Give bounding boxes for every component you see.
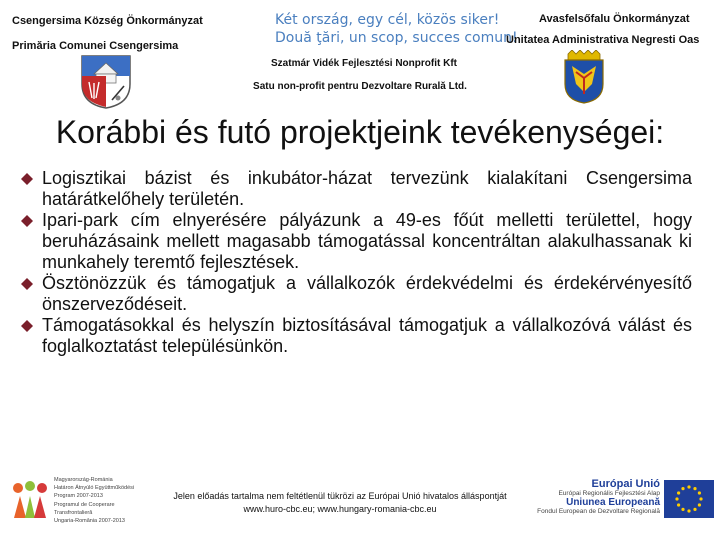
disclaimer-text: Jelen előadás tartalma nem feltétlenül tükrözi az Európai Unió hivatalos álláspontját (173, 491, 507, 501)
organization-name-ro: Satu non-profit pentru Dezvoltare Rurală Ltd. (253, 81, 467, 92)
slogan-hu: Két ország, egy cél, közös siker! (275, 12, 500, 28)
bullet-list (20, 168, 692, 357)
municipality-name-hu-right: Avasfelsőfalu Önkormányzat (539, 13, 690, 25)
bullet-text: Logisztikai bázist és inkubátor-házat tervezünk kialakítani Csengersima határátkelőhely területén. (42, 168, 692, 209)
eu-flag-icon (664, 480, 714, 518)
diamond-bullet-icon (21, 320, 33, 332)
municipality-name-hu-left: Csengersima Község Önkormányzat (12, 15, 203, 27)
bullet-item (20, 273, 692, 315)
footer-disclaimer (140, 490, 540, 516)
eu-funding-text: Európai Unió Európai Regionális Fejlesztési Alap Uniunea Europeană Fondul European de Dezvoltare Regională (537, 478, 660, 515)
huro-program-text: Magyarország-Románia Határon Átnyúló Együttműködési Program 2007-2013 Programul de Cooperare Transfrontalieră Ungaria-România 2007-2013 (54, 477, 135, 525)
organization-name-hu: Szatmár Vidék Fejlesztési Nonprofit Kft (271, 58, 457, 69)
bullet-text: Ösztönözzük és támogatjuk a vállalkozók érdekvédelmi és érdekérvényesítő önszerveződéseit. (42, 273, 692, 314)
municipality-name-ro-right: Unitatea Administrativa Negresti Oas (506, 34, 700, 46)
bullet-text: Támogatásokkal és helyszín biztosításával támogatjuk a vállalkozóvá válást és foglalkoztatást településünkön. (42, 315, 692, 356)
municipality-name-ro-left: Primăria Comunei Csengersima (12, 40, 179, 52)
diamond-bullet-icon (21, 173, 33, 185)
bullet-item (20, 168, 692, 210)
slide-title: Korábbi és futó projektjeink tevékenységei: (55, 114, 665, 150)
slogan-ro: Două ţări, un scop, succes comun! (275, 30, 518, 46)
bullet-item (20, 315, 692, 357)
bullet-item (20, 210, 692, 273)
diamond-bullet-icon (21, 278, 33, 290)
diamond-bullet-icon (21, 215, 33, 227)
bullet-text: Ipari-park cím elnyerésére pályázunk a 49-es főút melletti területtel, hogy beruházásaink mellett magasabb támogatással koncentráltan alakulhassanak ki munkahely teremtő fejlesztések. (42, 210, 692, 272)
huro-program-logo-icon (10, 478, 50, 522)
footer-urls: www.huro-cbc.eu; www.hungary-romania-cbc.eu (243, 504, 437, 514)
